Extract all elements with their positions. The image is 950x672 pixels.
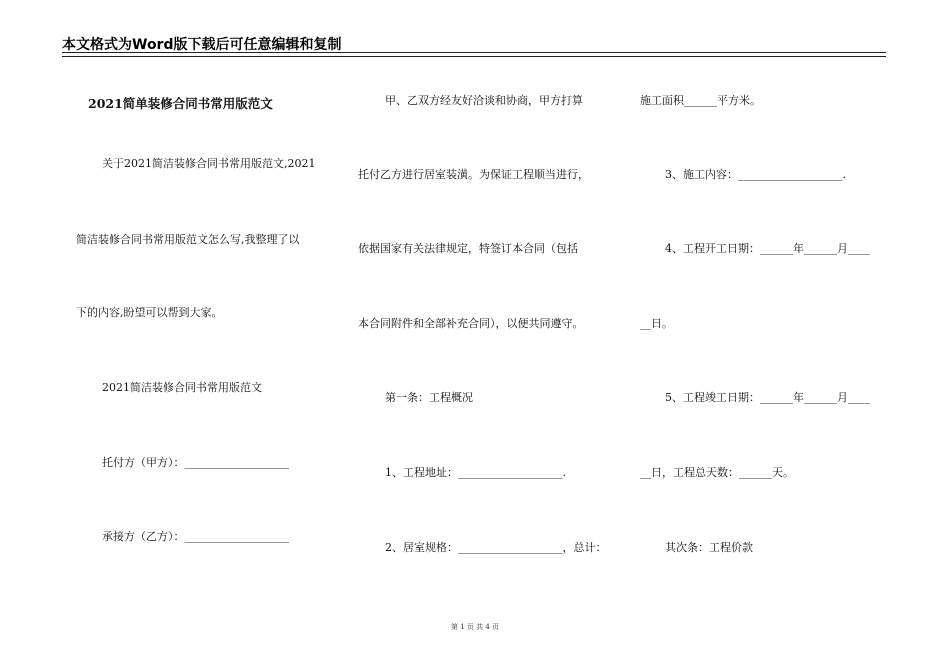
col3-line-1: 施工面积______平方米。	[640, 94, 761, 107]
col1-line-3: 下的内容,盼望可以帮到大家。	[76, 306, 223, 319]
col2-line-4: 本合同附件和全部补充合同），以便共同遵守。	[358, 317, 584, 330]
header-rule-top	[62, 52, 886, 53]
download-banner: 本文格式为Word版下载后可任意编辑和复制	[62, 37, 342, 53]
document-title: 2021简单装修合同书常用版范文	[88, 96, 273, 111]
party-b-field: 承接方（乙方）：___________________	[102, 530, 289, 543]
work-content-field: 3、施工内容：___________________.	[665, 168, 846, 181]
total-days-field: __日，工程总天数：______天。	[640, 466, 794, 479]
start-date-field: 4、工程开工日期：______年______月____	[665, 242, 870, 255]
col1-line-2: 简洁装修合同书常用版范文怎么写,我整理了以	[76, 233, 300, 246]
party-a-field: 托付方（甲方）：___________________	[102, 456, 289, 469]
start-date-day: __日。	[640, 317, 673, 330]
room-size-field: 2、居室规格：___________________，总计：	[385, 541, 607, 554]
col1-subtitle: 2021简洁装修合同书常用版范文	[102, 381, 262, 394]
header-rule-bottom	[62, 56, 886, 57]
col2-line-2: 托付乙方进行居室装潢。为保证工程顺当进行，	[358, 168, 589, 181]
clause-1-heading: 第一条：工程概况	[385, 391, 473, 404]
page-footer: 第 1 页 共 4 页	[450, 623, 500, 631]
col1-line-1: 关于2021简洁装修合同书常用版范文,2021	[102, 157, 316, 170]
clause-2-heading: 其次条：工程价款	[665, 541, 753, 554]
project-address-field: 1、工程地址：___________________.	[385, 466, 566, 479]
col2-line-1: 甲、乙双方经友好洽谈和协商，甲方打算	[385, 94, 583, 107]
col2-line-3: 依据国家有关法律规定，特签订本合同（包括	[358, 242, 578, 255]
completion-date-field: 5、工程竣工日期：______年______月____	[665, 391, 870, 404]
